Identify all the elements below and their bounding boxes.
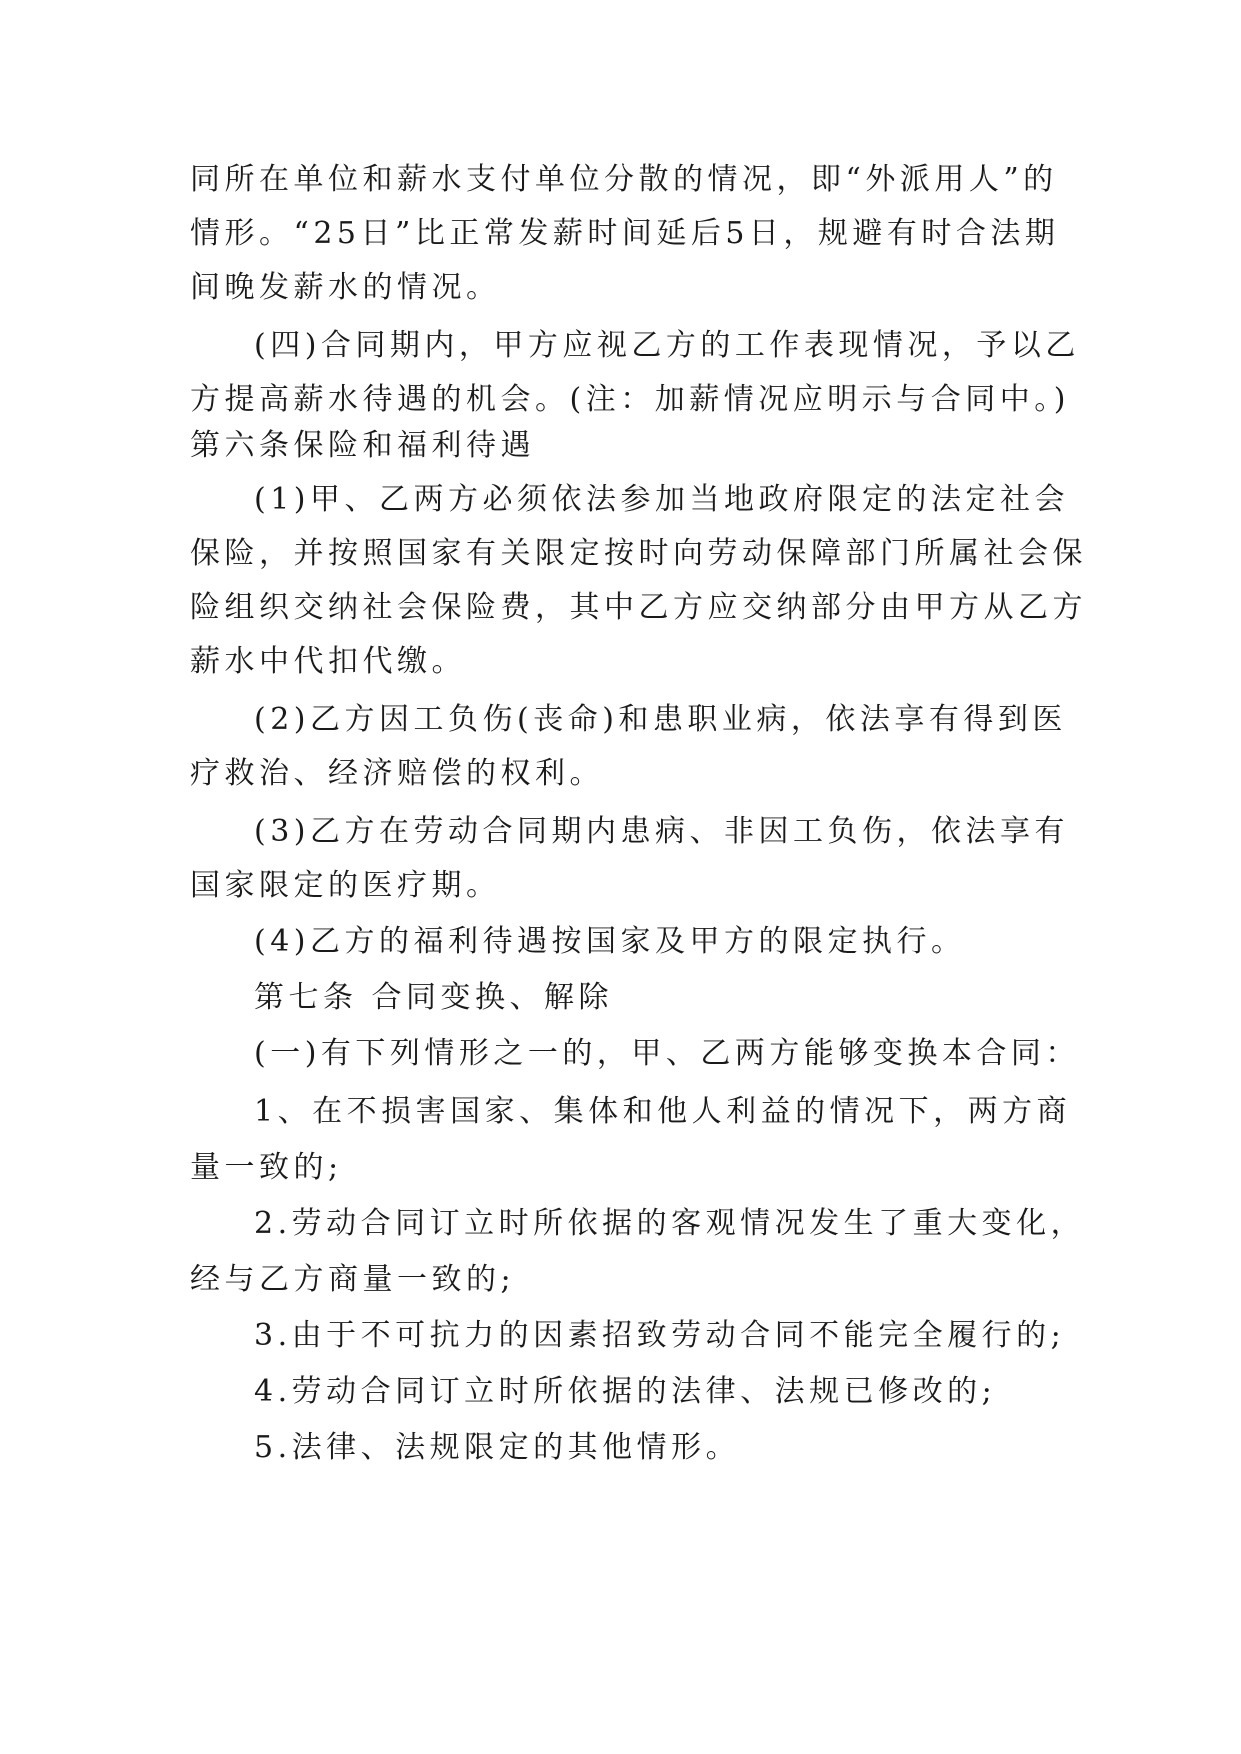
section-heading: 第六条保险和福利待遇 [190, 428, 535, 463]
text-line: 薪水中代扣代缴。 [190, 644, 466, 679]
text-line: 1、在不损害国家、集体和他人利益的情况下，两方商 [254, 1094, 1072, 1129]
text-line: 4.劳动合同订立时所依据的法律、法规已修改的; [254, 1374, 997, 1409]
text-line: (2)乙方因工负伤(丧命)和患职业病，依法享有得到医 [254, 702, 1067, 737]
text-line: (4)乙方的福利待遇按国家及甲方的限定执行。 [254, 924, 966, 959]
text-line: 情形。“25日”比正常发薪时间延后5日，规避有时合法期 [190, 216, 1060, 251]
text-line: 保险，并按照国家有关限定按时向劳动保障部门所属社会保 [190, 536, 1087, 571]
text-line: (1)甲、乙两方必须依法参加当地政府限定的法定社会 [254, 482, 1069, 517]
section-heading: 第七条 合同变换、解除 [254, 980, 614, 1015]
text-line: (3)乙方在劳动合同期内患病、非因工负伤，依法享有 [254, 814, 1069, 849]
text-line: 经与乙方商量一致的; [190, 1262, 516, 1297]
text-line: (四)合同期内，甲方应视乙方的工作表现情况，予以乙 [254, 328, 1080, 363]
text-line: 2.劳动合同订立时所依据的客观情况发生了重大变化， [254, 1206, 1086, 1241]
text-line: 险组织交纳社会保险费，其中乙方应交纳部分由甲方从乙方 [190, 590, 1087, 625]
text-line: 量一致的; [190, 1150, 343, 1185]
text-line: 国家限定的医疗期。 [190, 868, 501, 903]
text-line: 3.由于不可抗力的因素招致劳动合同不能完全履行的; [254, 1318, 1066, 1353]
text-line: 5.法律、法规限定的其他情形。 [254, 1430, 741, 1465]
text-line: 方提高薪水待遇的机会。(注：加薪情况应明示与合同中。) [190, 382, 1070, 417]
text-line: 间晚发薪水的情况。 [190, 270, 501, 305]
text-line: 同所在单位和薪水支付单位分散的情况，即“外派用人”的 [190, 162, 1058, 197]
text-line: 疗救治、经济赔偿的权利。 [190, 756, 604, 791]
text-line: (一)有下列情形之一的，甲、乙两方能够变换本合同： [254, 1036, 1080, 1071]
